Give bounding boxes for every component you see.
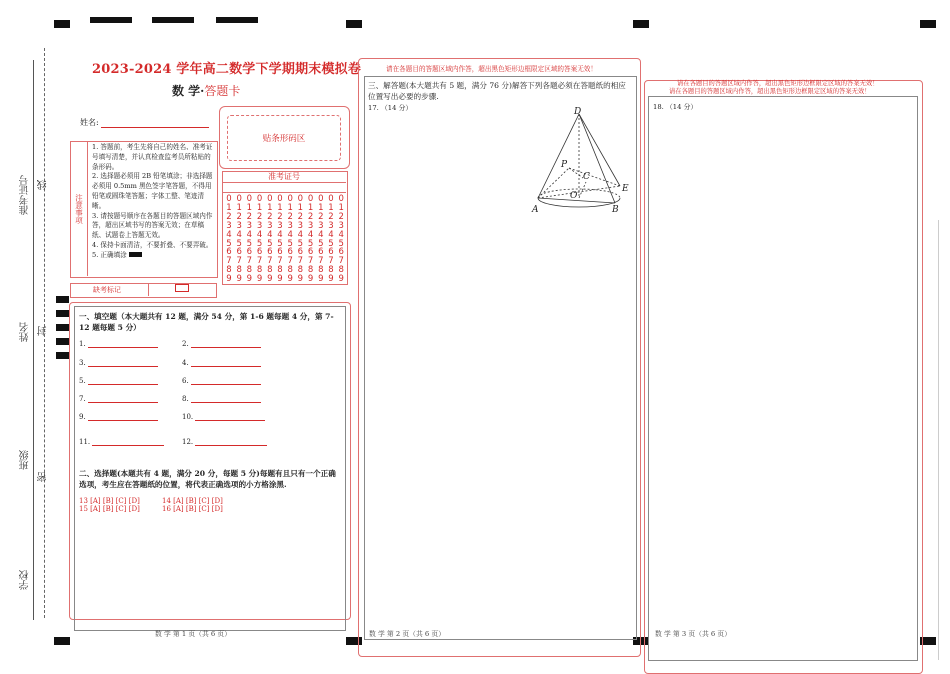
digit-bubble[interactable]: 9	[277, 274, 283, 285]
digit-bubble[interactable]: 7	[267, 256, 273, 267]
digit-bubble[interactable]: 4	[287, 229, 293, 240]
digit-bubble[interactable]: 3	[236, 220, 242, 231]
digit-bubble[interactable]: 8	[226, 265, 232, 276]
digit-bubble[interactable]: 8	[236, 265, 242, 276]
barcode-label: 贴条形码区	[262, 134, 306, 144]
fill-7[interactable]: 7.	[79, 393, 158, 403]
digit-bubble[interactable]: 2	[328, 211, 334, 222]
digit-bubble[interactable]: 7	[277, 256, 283, 267]
cone-lines	[538, 114, 620, 207]
digit-bubble[interactable]: 6	[338, 247, 344, 258]
choice-14[interactable]: 14 [A] [B] [C] [D]	[162, 497, 223, 505]
digit-bubble[interactable]: 7	[297, 256, 304, 267]
digit-bubble[interactable]: 6	[226, 247, 232, 258]
fill-2[interactable]: 2.	[182, 338, 261, 348]
digit-bubble[interactable]: 1	[256, 202, 263, 213]
digit-bubble[interactable]: 3	[246, 220, 253, 231]
subject-label: 数 学·	[172, 84, 205, 98]
notice-item-3: 3. 请按题号顺序在各题目的答题区域内作答，超出区域书写的答案无效；在草稿纸、试题卷上答题无效。	[92, 211, 213, 240]
timing-mark	[56, 324, 69, 331]
digit-bubble[interactable]: 8	[277, 265, 283, 276]
absent-divider	[148, 283, 149, 296]
section2-heading: 二、选择题(本题共有 4 题，满分 20 分，每题 5 分)每题有且只有一个正确选项，考生应在答题纸的位置，将代表正确选项的小方格涂黑.	[79, 469, 336, 489]
digit-column[interactable]	[285, 195, 295, 284]
footer-page1: 数 学 第 1 页（共 6 页）	[155, 630, 231, 638]
edge-AP	[538, 168, 569, 198]
digit-bubble[interactable]: 2	[297, 211, 304, 222]
binding-name: 姓名	[20, 322, 31, 342]
digit-bubble[interactable]: 2	[277, 211, 283, 222]
binding-school: 学校	[20, 570, 31, 590]
digit-bubble[interactable]: 0	[328, 194, 334, 204]
digit-column[interactable]	[306, 195, 316, 284]
absent-mark-label: 缺考标记	[93, 286, 121, 294]
digit-bubble[interactable]: 0	[236, 194, 242, 204]
fill-11[interactable]: 11.	[79, 436, 164, 446]
subject-line	[172, 82, 240, 99]
digit-bubble[interactable]: 4	[256, 229, 263, 240]
digit-bubble[interactable]: 6	[236, 247, 242, 258]
digit-bubble[interactable]: 2	[267, 211, 273, 222]
digit-bubble[interactable]: 8	[328, 265, 334, 276]
digit-bubble[interactable]: 5	[307, 238, 314, 249]
name-field[interactable]	[80, 117, 209, 128]
absent-checkbox[interactable]	[175, 284, 189, 292]
reg-mark	[54, 20, 70, 28]
digit-bubble[interactable]: 3	[277, 220, 283, 231]
barcode-area	[227, 115, 341, 161]
digit-bubble[interactable]: 0	[277, 194, 283, 204]
digit-bubble[interactable]: 0	[338, 194, 344, 204]
digit-bubble[interactable]: 4	[307, 229, 314, 240]
page-title: 2023-2024 学年高二数学下学期期末模拟卷	[92, 62, 362, 77]
label-C: C	[583, 172, 590, 182]
digit-column[interactable]	[234, 195, 244, 284]
q18-label: 18. （14 分）	[653, 103, 698, 111]
digit-bubble[interactable]: 9	[287, 274, 293, 285]
digit-bubble[interactable]: 2	[256, 211, 263, 222]
digit-bubble[interactable]: 6	[246, 247, 253, 258]
digit-bubble[interactable]: 6	[267, 247, 273, 258]
digit-bubble[interactable]: 3	[226, 220, 232, 231]
digit-bubble[interactable]: 7	[287, 256, 293, 267]
notice-list	[92, 143, 214, 261]
digit-bubble[interactable]: 2	[307, 211, 314, 222]
digit-bubble[interactable]: 0	[226, 194, 232, 204]
fill-5[interactable]: 5.	[79, 375, 158, 385]
digit-bubble[interactable]: 4	[236, 229, 242, 240]
digit-bubble[interactable]: 8	[267, 265, 273, 276]
right-edge-line	[938, 220, 939, 660]
reg-mark	[54, 637, 70, 645]
label-B: B	[612, 205, 619, 215]
digit-bubble[interactable]: 4	[338, 229, 344, 240]
page3-warning-2: 请在各题目的答题区域内作答，超出黑色矩形边框限定区域的答案无效！	[669, 88, 871, 95]
binding-line: 线	[38, 180, 49, 190]
digit-bubble[interactable]: 1	[307, 202, 314, 213]
choice-15[interactable]: 15 [A] [B] [C] [D]	[79, 505, 140, 513]
digit-bubble[interactable]: 8	[307, 265, 314, 276]
digit-bubble[interactable]: 5	[226, 238, 232, 249]
binding-secret: 密	[38, 472, 49, 482]
edge-OC	[579, 182, 586, 198]
fill-3[interactable]: 3.	[79, 357, 158, 367]
digit-bubble[interactable]: 9	[338, 274, 344, 285]
label-O: O	[570, 191, 578, 201]
digit-bubble[interactable]: 5	[297, 238, 304, 249]
footer-page2: 数 学 第 2 页（共 6 页）	[369, 630, 445, 638]
digit-bubble[interactable]: 5	[246, 238, 253, 249]
digit-bubble[interactable]: 1	[328, 202, 334, 213]
section1-heading: 一、填空题（本大题共有 12 题，满分 54 分，第 1-6 题每题 4 分，第 7-12 题每题 5 分）	[79, 312, 334, 332]
notice-item-1: 1. 答题前，考生先将自己的姓名、准考证号填写清楚，并认真检查监考员所粘贴的条形码。	[92, 143, 213, 171]
digit-bubble[interactable]: 0	[256, 194, 263, 204]
digit-bubble[interactable]: 1	[246, 202, 253, 213]
digit-bubble[interactable]: 3	[338, 220, 344, 231]
choice-16[interactable]: 16 [A] [B] [C] [D]	[162, 505, 223, 513]
digit-bubble[interactable]: 7	[338, 256, 344, 267]
digit-bubble[interactable]: 0	[267, 194, 273, 204]
edge-DA	[538, 114, 579, 198]
digit-bubble[interactable]: 2	[287, 211, 293, 222]
digit-column[interactable]	[295, 195, 305, 284]
digit-bubble[interactable]: 7	[318, 256, 324, 267]
name-label: 姓名:	[80, 118, 99, 127]
digit-bubble[interactable]: 1	[236, 202, 242, 213]
digit-bubble[interactable]: 9	[246, 274, 253, 285]
digit-bubble[interactable]: 8	[256, 265, 263, 276]
digit-bubble[interactable]: 5	[328, 238, 334, 249]
digit-bubble[interactable]: 5	[287, 238, 293, 249]
digit-bubble[interactable]: 9	[267, 274, 273, 285]
digit-bubble[interactable]: 0	[287, 194, 293, 204]
timing-mark	[56, 310, 69, 317]
digit-column[interactable]	[265, 195, 275, 284]
digit-bubble[interactable]: 1	[267, 202, 273, 213]
digit-bubble[interactable]: 4	[277, 229, 283, 240]
digit-bubble[interactable]: 9	[226, 274, 232, 285]
filled-sample-icon	[129, 252, 142, 257]
label-A: A	[532, 205, 539, 215]
exam-id-label: 准考证号	[222, 171, 346, 183]
label-D: D	[574, 107, 582, 117]
digit-grid[interactable]	[223, 182, 347, 285]
fill-6[interactable]: 6.	[182, 375, 261, 385]
digit-bubble[interactable]: 9	[236, 274, 242, 285]
page3-warning-1: 请在各题目的答题区域内作答，超出黑色矩形边框限定区域的答案无效！	[677, 80, 879, 87]
digit-bubble[interactable]: 5	[267, 238, 273, 249]
fill-12[interactable]: 12.	[182, 436, 267, 446]
digit-bubble[interactable]: 3	[307, 220, 314, 231]
digit-bubble[interactable]: 3	[328, 220, 334, 231]
digit-bubble[interactable]: 2	[318, 211, 324, 222]
digit-bubble[interactable]: 9	[297, 274, 304, 285]
digit-bubble[interactable]: 6	[307, 247, 314, 258]
digit-bubble[interactable]: 9	[318, 274, 324, 285]
digit-bubble[interactable]: 1	[297, 202, 304, 213]
choice-13[interactable]: 13 [A] [B] [C] [D]	[79, 497, 140, 505]
fill-8[interactable]: 8.	[182, 393, 261, 403]
digit-bubble[interactable]: 4	[297, 229, 304, 240]
digit-bubble[interactable]: 2	[236, 211, 242, 222]
digit-bubble[interactable]: 4	[328, 229, 334, 240]
digit-bubble[interactable]: 6	[297, 247, 304, 258]
digit-column[interactable]	[326, 195, 336, 284]
digit-bubble[interactable]: 9	[256, 274, 263, 285]
binding-seal: 封	[38, 326, 49, 336]
digit-bubble[interactable]: 5	[338, 238, 344, 249]
answer-card-label: 答题卡	[204, 84, 241, 98]
digit-bubble[interactable]: 6	[328, 247, 334, 258]
timing-mark	[56, 352, 69, 359]
digit-bubble[interactable]: 4	[318, 229, 324, 240]
digit-bubble[interactable]: 3	[318, 220, 324, 231]
digit-bubble[interactable]: 7	[226, 256, 232, 267]
timing-mark	[56, 338, 69, 345]
reg-mark	[346, 20, 362, 28]
notice-item-5: 5. 正确填涂	[92, 251, 214, 261]
digit-bubble[interactable]: 3	[287, 220, 293, 231]
digit-bubble[interactable]: 1	[277, 202, 283, 213]
edge-PE	[569, 168, 620, 186]
reg-mark	[633, 20, 649, 28]
fill-9[interactable]: 9.	[79, 411, 158, 421]
digit-bubble[interactable]: 9	[307, 274, 314, 285]
page3-answer-frame	[648, 96, 918, 661]
digit-bubble[interactable]: 1	[318, 202, 324, 213]
label-E: E	[622, 184, 629, 194]
reg-mark	[920, 20, 936, 28]
digit-bubble[interactable]: 3	[267, 220, 273, 231]
digit-bubble[interactable]: 2	[338, 211, 344, 222]
digit-bubble[interactable]: 2	[246, 211, 253, 222]
digit-bubble[interactable]: 8	[246, 265, 253, 276]
footer-page3: 数 学 第 3 页（共 6 页）	[655, 630, 731, 638]
notice-item-2: 2. 选择题必须用 2B 铅笔填涂；非选择题必须用 0.5mm 黑色签字笔答题，不得用铅笔或圆珠笔答题；字体工整、笔迹清晰。	[92, 172, 213, 210]
digit-bubble[interactable]: 4	[267, 229, 273, 240]
digit-bubble[interactable]: 8	[287, 265, 293, 276]
digit-column[interactable]	[316, 195, 326, 284]
digit-bubble[interactable]: 7	[307, 256, 314, 267]
binding-class: 班级	[20, 450, 31, 470]
digit-bubble[interactable]: 1	[226, 202, 232, 213]
digit-bubble[interactable]: 5	[318, 238, 324, 249]
digit-bubble[interactable]: 0	[307, 194, 314, 204]
cone-figure	[528, 106, 632, 218]
section3-heading: 三、解答题(本大题共有 5 题，满分 76 分)解答下列各题必须在答题纸的相应位置写出必要的步骤.	[368, 81, 626, 101]
q17-label: 17. （14 分）	[368, 104, 413, 112]
digit-bubble[interactable]: 6	[256, 247, 263, 258]
digit-bubble[interactable]: 0	[246, 194, 253, 204]
digit-column[interactable]	[244, 195, 254, 284]
digit-bubble[interactable]: 7	[328, 256, 334, 267]
digit-bubble[interactable]: 1	[287, 202, 293, 213]
edge-PC	[569, 168, 583, 178]
digit-bubble[interactable]: 4	[246, 229, 253, 240]
notice-title: 注意事项	[71, 141, 88, 276]
digit-bubble[interactable]: 6	[318, 247, 324, 258]
digit-bubble[interactable]: 9	[328, 274, 334, 285]
binding-exam-no: 准考证号	[20, 175, 31, 215]
digit-bubble[interactable]: 2	[226, 211, 232, 222]
digit-bubble[interactable]: 7	[236, 256, 242, 267]
digit-bubble[interactable]: 5	[277, 238, 283, 249]
digit-bubble[interactable]: 1	[338, 202, 344, 213]
timing-mark	[56, 296, 69, 303]
digit-column[interactable]	[275, 195, 285, 284]
digit-bubble[interactable]: 8	[318, 265, 324, 276]
notice-item-4: 4. 保持卡面清洁，不要折叠、不要弄破。	[92, 240, 213, 249]
digit-column[interactable]	[224, 195, 234, 284]
digit-bubble[interactable]: 0	[318, 194, 324, 204]
digit-bubble[interactable]: 5	[256, 238, 263, 249]
label-P: P	[561, 160, 568, 170]
fill-10[interactable]: 10.	[182, 411, 265, 421]
digit-bubble[interactable]: 7	[256, 256, 263, 267]
fill-4[interactable]: 4.	[182, 357, 261, 367]
digit-bubble[interactable]: 6	[287, 247, 293, 258]
digit-bubble[interactable]: 6	[277, 247, 283, 258]
digit-bubble[interactable]: 5	[236, 238, 242, 249]
digit-bubble[interactable]: 8	[338, 265, 344, 276]
binding-solid-line	[33, 60, 34, 620]
digit-bubble[interactable]: 3	[297, 220, 304, 231]
page2-warning: 请在各题目的答题区域内作答，超出黑色矩形边框限定区域的答案无效！	[386, 65, 597, 73]
fill-1[interactable]: 1.	[79, 338, 158, 348]
digit-column[interactable]	[336, 195, 346, 284]
digit-bubble[interactable]: 4	[226, 229, 232, 240]
digit-bubble[interactable]: 8	[297, 265, 304, 276]
digit-column[interactable]	[255, 195, 265, 284]
digit-bubble[interactable]: 0	[297, 194, 304, 204]
digit-bubble[interactable]: 7	[246, 256, 253, 267]
digit-bubble[interactable]: 3	[256, 220, 263, 231]
